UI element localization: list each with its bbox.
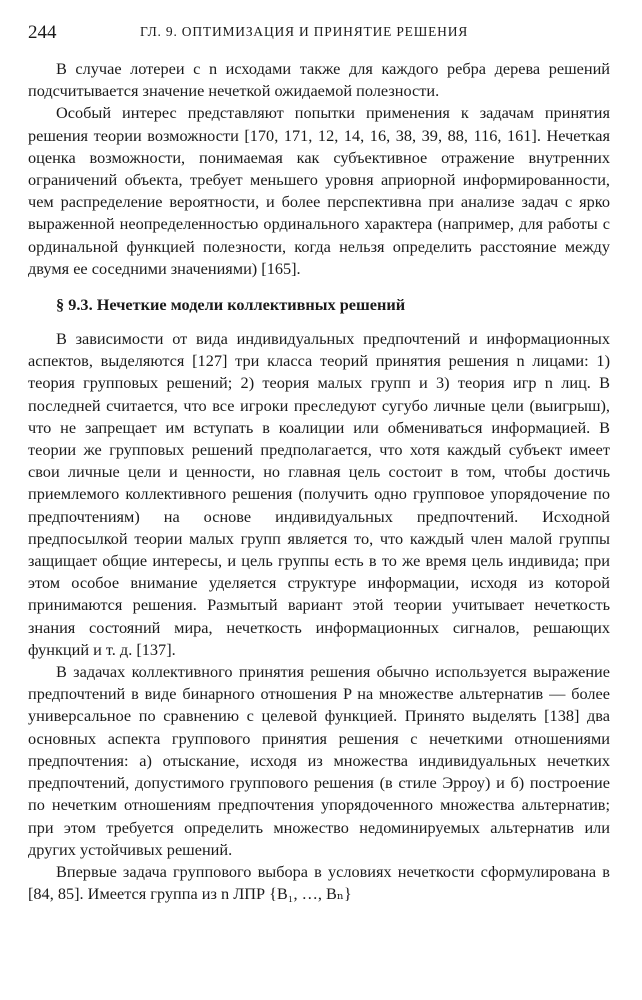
book-page (28, 18, 610, 905)
paragraph-decision-classes: В зависимости от вида индивидуальных предпочтений и информационных аспектов, выделяются [127] три класса теорий принятия решения n лицами: 1) теория групповых решений; 2) теория малых групп и 3) теория игр n лиц. В последней считается, что все игроки преследуют сугубо личные цели (выигрыш), что не запрещает им вступать в коалиции или обмениваться информацией. В теории же групповых решений предполагается, что хотя каждый субъект имеет свои личные цели и ценности, но главная цель состоит в том, чтобы достичь приемлемого коллективного решения (получить одно групповое упорядочение по предпочтениям) на основе индивидуальных предпочтений. Исходной предпосылкой теории малых групп является то, что каждый член малой группы защищает общие интересы, и цель группы есть в то же время цель индивида; при этом особое внимание уделяется структуре информации, исходя из которой принимаются решения. Размытый вариант этой теории учитывает нечеткость знания состояний мира, нечеткость информационных сигналов, решающих функций и т. д. [137]. (28, 329, 610, 659)
paragraph-group-choice: Впервые задача группового выбора в условиях нечеткости сформулирована в [84, 85]. Имеется группа из n ЛПР {B₁, …, Bₙ} (28, 861, 610, 904)
paragraph-possibility-theory: Особый интерес представляют попытки применения к задачам принятия решения теории возможности [170, 171, 12, 14, 16, 38, 39, 88, 116, 161]. Нечеткая оценка возможности, понимаемая как субъективное отражение внутренних ограничений объекта, требует меньшего уровня априорной информированности, чем распределение вероятности, и более перспективна при анализе задач с ярко выраженной неопределенностью ординального характера (например, для работы с ординальной функцией полезности, когда нельзя определить расстояние между двумя ее соседними значениями) [165]. (28, 103, 610, 278)
running-title: ГЛ. 9. ОПТИМИЗАЦИЯ И ПРИНЯТИЕ РЕШЕНИЯ (140, 24, 469, 39)
paragraph-lottery: В случае лотереи с n исходами также для каждого ребра дерева решений подсчитывается значение нечеткой ожидаемой полезности. (28, 59, 610, 101)
running-head (28, 18, 610, 48)
page-number: 244 (28, 22, 57, 43)
section-heading: § 9.3. Нечеткие модели коллективных решений (56, 295, 406, 315)
paragraph-collective-decision: В задачах коллективного принятия решения обычно используется выражение предпочтений в виде бинарного отношения P на множестве альтернатив — более универсальное по сравнению с целевой функцией. Принято выделять [138] два основных аспекта группового принятия решения с нечеткими отношениями предпочтения: а) отыскание, исходя из множества индивидуальных нечетких предпочтений, допустимого группового решения (в стиле Эрроу) и б) построение по нечетким отношениям предпочтения упорядоченного множества альтернатив; при этом требуется определить множество недоминируемых альтернатив или других устойчивых решений. (28, 662, 610, 859)
body-text (28, 58, 610, 905)
